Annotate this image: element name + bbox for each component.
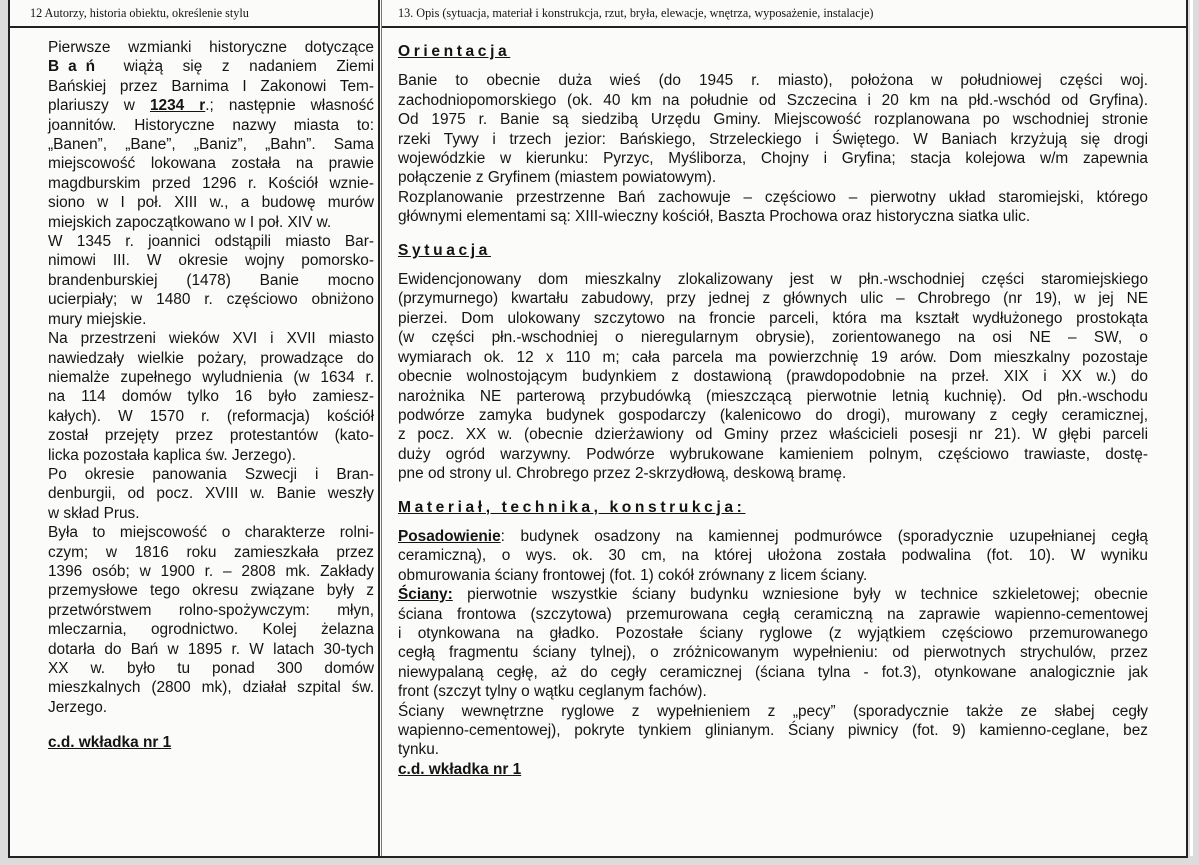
sytuacja-line: podwórze zamyka budynek gospodarczy (kalenicowo do drogi), murowany z cegły ceramicznej, [398,406,1148,424]
orientacja-line: wojewódzkie w kierunku: Pyrzyc, Myśliborza, Chojny i Gryfina; stacja kolejowa w/m zapewnia [398,150,1148,168]
history-line: czym; w 1816 roku zamieszkała przez [48,543,374,561]
history-text [48,38,374,753]
history-line: miejscowość lokowana została na prawie [48,155,374,173]
history-column [10,0,380,856]
material-line: Ściany wewnętrzne ryglowe z wypełnieniem z „pecy” (sporadycznie także ze słabej cegły [398,702,1148,720]
sytuacja-line: obecnie wolnostojącym budynkiem z dostawioną (prawdopodobnie na przeł. XIX i XX w.) do [398,368,1148,386]
sytuacja-line: pierzei. Dom ulokowany szczytowo na froncie parceli, która ma kształt wydłużonego prostokąta [398,309,1148,327]
history-line: plariuszy w 1234 r.; następnie własność [48,97,374,115]
history-line: kałych). W 1570 r. (reformacja) kościół [48,407,374,425]
sytuacja-line: z pocz. XX w. (obecnie dzierżawiony od Gminy przez właścicieli posesji nr 21). W głębi parceli [398,426,1148,444]
section-title-sytuacja: Sytuacja [398,241,491,259]
orientacja-line: zachodniopomorskiego (ok. 40 km na południe od Szczecina i 20 km na płd.-wschód od Gryfina). [398,91,1148,109]
continuation-link-right[interactable]: c.d. wkładka nr 1 [398,760,522,778]
material-text [398,527,1148,760]
history-line: Po okresie panowania Szwecji i Bran- [48,465,374,483]
history-line: 1396 osób; w 1900 r. – 2808 mk. Zakłady [48,562,374,580]
continuation-link-left[interactable]: c.d. wkładka nr 1 [48,734,172,752]
material-line: Posadowienie: budynek osadzony na kamiennej podmurówce (sporadycznie uzupełnianej cegłą [398,527,1148,545]
history-line: przemysłowe tego okresu związane były z [48,582,374,600]
sytuacja-line: pne od strony ul. Chrobrego przez 2-skrzydłową, deskową bramę. [398,465,847,483]
history-line: mieszkalnych (2800 mk), działał szpital św. [48,679,374,697]
history-line: mleczarnia, ogrodnictwo. Kolej żelazna [48,621,374,639]
material-line: front (szczyt tylny o wątku ceglanym fachów). [398,683,707,701]
history-line: Była to miejscowość o charakterze rolni- [48,524,374,542]
history-line: Bańskiej przez Barnima I Zakonowi Tem- [48,77,374,95]
history-line: joannitów. Historyczne nazwy miasta to: [48,116,374,134]
right-header: 13. Opis (sytuacja, materiał i konstrukcja, rzut, bryła, elewacje, wnętrza, wyposażenie, instalacje) [382,0,1186,28]
description-text [398,42,1148,779]
sytuacja-line: duży ogród warzywny. Podwórze wybrukowane kamieniem polnym, częściowo trawiaste, dostę- [398,445,1148,463]
orientacja-line: rzeki Tywy i trzech jezior: Bańskiego, Strzeleckiego i Świętego. W Baniach krzyżują się drogi [398,130,1148,148]
material-line: i otynkowana na gładko. Pozostałe ściany ryglowe (z wyjątkiem częściowo przemurowanego [398,624,1148,642]
material-line: wapienno-cementowej), pokryte tynkiem glinianym. Ściany piwnicy (fot. 9) kamienno-ceglane, bez [398,722,1148,739]
history-line: XX w. było tu ponad 300 domów [48,660,374,677]
sytuacja-text [398,270,1148,483]
orientacja-line: Banie to obecnie duża wieś (do 1945 r. miasto), położona w południowej części woj. [398,72,1148,90]
sytuacja-line: Ewidencjonowany dom mieszkalny zlokalizowany jest w płn.-wschodniej części staromiejskiego [398,271,1148,289]
history-line: magdburskim przed 1296 r. Kościół wznie- [48,174,374,192]
description-column [382,0,1186,856]
material-line: ceramiczną), o wys. ok. 30 cm, na której ułożona została podwalina (fot. 10). W wyniku [398,547,1148,565]
sytuacja-line: narożnika NE parterową przybudówką (mieszczącą pierwotnie letnią kuchnię). Od płn.-wschodu [398,387,1148,405]
material-line: obmurowania ściany frontowej (fot. 1) cokół zrównany z licem ściany. [398,566,868,584]
history-line: W 1345 r. joannici odstąpili miasto Bar- [48,233,374,251]
left-header: 12 Autorzy, historia obiektu, określenie stylu [10,0,380,28]
orientacja-line: głównymi elementami są: XIII-wieczny kościół, Baszta Prochowa oraz historyczna siatka ulic. [398,208,1031,226]
sytuacja-line: (w części płn.-wschodniej o nieregularnym obrysie), zorientowanego na osi NE – SW, o [398,329,1148,347]
material-line: cegłą fragmentu ściany tylnej), o zróżnicowanym wypełnieniu: od pierwotnych strychulów, przez [398,644,1148,662]
form-sheet [8,0,1188,858]
material-line: ściana frontowa (szczytowa) przemurowana cegłą ceramiczną na zaprawie wapienno-cementowej [398,605,1148,623]
history-line: ucierpiały; w 1480 r. częściowo obniżono [48,291,374,309]
orientacja-line: Od 1975 r. Banie są siedzibą Urzędu Gminy. Miejscowość rozplanowana po wschodniej stronie [398,111,1148,129]
history-line: siono w I poł. XIII w., a budowę murów [48,194,374,212]
history-line: niemalże zupełnego wyludnienia (w 1634 r. [48,368,374,386]
history-line: dotarła do Bań w 1895 r. W latach 30-tych [48,640,374,658]
history-line: miejskich zapoczątkowano w I poł. XIV w. [48,213,332,231]
history-line: licka pozostała kaplica św. Jerzego). [48,446,297,464]
history-line: na 114 domów tylko 16 było zamiesz- [48,388,374,406]
history-line: nawiedzały wielkie pożary, prowadzące do [48,349,374,367]
page-edge [1190,0,1193,856]
history-line: Na przestrzeni wieków XVI i XVII miasto [48,330,374,348]
history-line: denburgii, od pocz. XVIII w. Banie weszły [48,485,374,503]
material-line: niewypalaną cegłę, aż do cegły ceramicznej (ściana tylna - fot.3), otynkowane analogicznie jak [398,663,1148,681]
sytuacja-line: (przymurnego) kwartału zabudowy, przy jednej z głównych ulic – Chrobrego (nr 19), w jej NE [398,290,1148,308]
history-line: Pierwsze wzmianki historyczne dotyczące [48,39,374,56]
history-line: brandenburskiej (1478) Banie mocno [48,271,374,289]
section-title-orientacja: Orientacja [398,43,511,60]
history-line: Jerzego. [48,698,108,716]
history-line: został przejęty przez protestantów (kato- [48,427,374,445]
history-line: Bań wiążą się z nadaniem Ziemi [48,58,374,76]
history-line: przetwórstwem rolno-spożywczym: młyn, [48,601,374,619]
sytuacja-line: wymiarach ok. 12 x 110 m; cała parcela ma powierzchnię 19 arów. Dom mieszkalny pozostaje [398,348,1148,366]
history-line: „Banen”, „Bane”, „Baniz”, „Bahn”. Sama [48,136,374,154]
history-line: w skład Prus. [48,504,140,522]
section-title-material: Materiał, technika, konstrukcja: [398,498,746,516]
orientacja-text [398,71,1148,226]
orientacja-line: połączenie z Gryfinem (miastem powiatowym). [398,169,717,187]
history-line: nimowi III. W okresie wojny pomorsko- [48,252,374,270]
material-line: Ściany: pierwotnie wszystkie ściany budynku wzniesione były w technice szkieletowej; obecnie [398,586,1148,604]
orientacja-line: Rozplanowanie przestrzenne Bań zachowuje – częściowo – pierwotny układ staromiejski, którego [398,188,1148,206]
material-line: tynku. [398,741,440,759]
history-line: mury miejskie. [48,310,147,328]
